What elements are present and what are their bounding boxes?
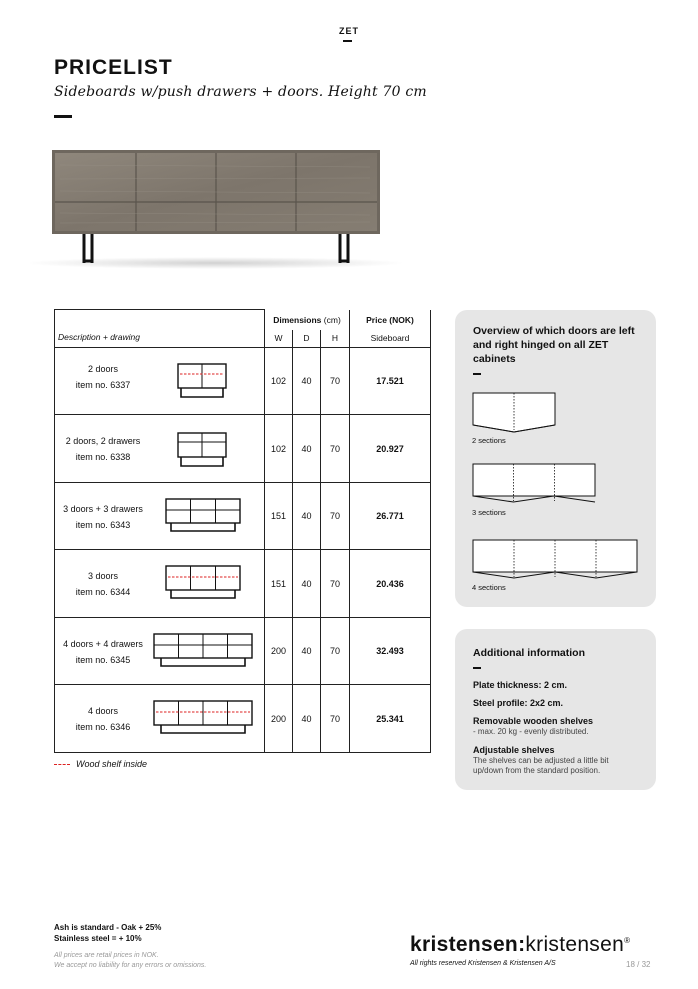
row-d: 40 (293, 618, 321, 685)
row-w: 200 (265, 618, 293, 685)
row-item-no: item no. 6344 (75, 587, 131, 597)
additional-info-panel (455, 629, 656, 790)
price-header: Price (NOK) (350, 310, 431, 330)
row-description (55, 483, 265, 550)
page-subtitle: Sideboards w/push drawers + doors. Height 70 cm (54, 84, 427, 100)
row-w: 102 (265, 415, 293, 483)
row-item-no: item no. 6337 (75, 380, 131, 390)
table-row (55, 550, 431, 618)
sideboard-2-doors-drawing (177, 363, 229, 401)
row-item-no: item no. 6338 (75, 452, 131, 462)
dim-col-d: D (293, 330, 321, 348)
sideboard-4-doors-drawing (153, 700, 255, 738)
row-price: 20.927 (350, 415, 431, 483)
brand-label: ZET (339, 26, 359, 36)
row-description (55, 415, 265, 483)
dims-header: Dimensions (cm) (265, 310, 350, 330)
row-w: 102 (265, 348, 293, 415)
steel-profile: Steel profile: 2x2 cm. (473, 698, 564, 708)
row-h: 70 (321, 550, 350, 618)
row-w: 200 (265, 685, 293, 753)
shelf-legend (54, 759, 147, 769)
hinge-3-sections-drawing (472, 463, 598, 505)
info-panel-title: Additional information (473, 647, 585, 659)
hinge-label-3: 3 sections (472, 508, 506, 517)
row-price: 17.521 (350, 348, 431, 415)
adjustable-detail-1: The shelves can be adjusted a little bit (473, 756, 609, 765)
row-price: 32.493 (350, 618, 431, 685)
row-name: 2 doors (87, 364, 119, 374)
table-row (55, 483, 431, 550)
row-price: 25.341 (350, 685, 431, 753)
disclaimer-line-2: We accept no liability for any errors or omissions. (54, 962, 207, 969)
row-h: 70 (321, 415, 350, 483)
shelves-heading: Removable wooden shelves (473, 716, 594, 726)
row-name: 4 doors + 4 drawers (63, 639, 143, 649)
shelves-detail: - max. 20 kg - evenly distributed. (473, 727, 589, 736)
row-h: 70 (321, 348, 350, 415)
plate-thickness: Plate thickness: 2 cm. (473, 680, 568, 690)
row-d: 40 (293, 415, 321, 483)
price-sub-header: Sideboard (350, 330, 431, 348)
table-row (55, 618, 431, 685)
disclaimer-line-1: All prices are retail prices in NOK. (54, 952, 159, 959)
row-w: 151 (265, 483, 293, 550)
hinge-label-4: 4 sections (472, 583, 506, 592)
page-number: 18 / 32 (626, 960, 651, 969)
steel-note: Stainless steel = + 10% (54, 934, 142, 943)
row-price: 20.436 (350, 550, 431, 618)
hinge-4-sections-drawing (472, 539, 640, 581)
sideboard-3-doors-drawing (165, 565, 243, 603)
row-name: 2 doors, 2 drawers (65, 436, 141, 446)
row-item-no: item no. 6345 (75, 655, 131, 665)
panel-dash (473, 373, 481, 375)
adjustable-detail-2: up/down from the standard position. (473, 766, 601, 775)
dim-col-w: W (265, 330, 293, 348)
row-d: 40 (293, 483, 321, 550)
panel-dash (473, 667, 481, 669)
row-name: 3 doors (87, 571, 119, 581)
hinge-panel-title: Overview of which doors are left and right hinged on all ZET cabinets (473, 325, 635, 365)
row-d: 40 (293, 550, 321, 618)
sideboard-2-doors-2-drawers-drawing (177, 432, 229, 470)
sideboard-4-doors-4-drawers-drawing (153, 633, 255, 671)
row-h: 70 (321, 685, 350, 753)
row-price: 26.771 (350, 483, 431, 550)
legend-label: Wood shelf inside (76, 759, 148, 769)
copyright: All rights reserved Kristensen & Kristensen A/S (410, 960, 556, 967)
row-d: 40 (293, 348, 321, 415)
row-description (55, 685, 265, 753)
hinge-overview-panel (455, 310, 656, 607)
sideboard-3-doors-3-drawers-drawing (165, 498, 243, 536)
page-title: PRICELIST (54, 56, 173, 79)
dashed-line-icon (54, 764, 70, 765)
table-row (55, 348, 431, 415)
row-name: 3 doors + 3 drawers (63, 504, 143, 514)
table-row (55, 685, 431, 753)
row-h: 70 (321, 618, 350, 685)
disclaimer (54, 951, 206, 971)
price-table (54, 309, 431, 753)
brand-underline (343, 40, 352, 42)
row-item-no: item no. 6343 (75, 520, 131, 530)
row-item-no: item no. 6346 (75, 722, 131, 732)
row-h: 70 (321, 483, 350, 550)
hinge-2-sections-drawing (472, 392, 558, 434)
hinge-label-2: 2 sections (472, 436, 506, 445)
brand-logo: kristensen:kristensen® (410, 933, 631, 956)
adjustable-heading: Adjustable shelves (473, 745, 555, 755)
sideboard-product-image (30, 145, 410, 275)
row-name: 4 doors (87, 706, 119, 716)
oak-note: Ash is standard - Oak + 25% (54, 923, 162, 932)
row-description (55, 550, 265, 618)
table-row (55, 415, 431, 483)
material-notes (54, 922, 161, 944)
row-description (55, 618, 265, 685)
dim-col-h: H (321, 330, 350, 348)
row-description (55, 348, 265, 415)
row-w: 151 (265, 550, 293, 618)
title-dash (54, 115, 72, 118)
desc-header: Description + drawing (55, 310, 265, 348)
row-d: 40 (293, 685, 321, 753)
